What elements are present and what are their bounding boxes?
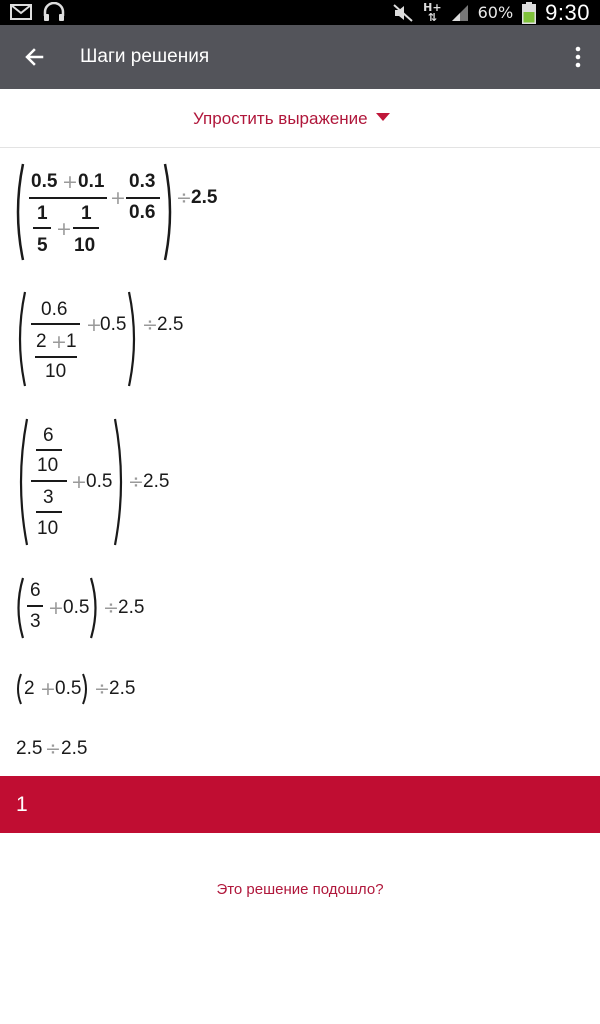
result-value: 1 [16, 793, 28, 816]
page-title: Шаги решения [80, 46, 210, 67]
fraction-bar [33, 227, 51, 229]
term: 0.5 [31, 171, 58, 192]
dropdown-arrow-icon [376, 113, 390, 121]
right-paren [89, 576, 101, 640]
simplify-dropdown[interactable] [193, 109, 390, 129]
term: 2 [36, 331, 47, 352]
left-paren [13, 576, 25, 640]
term: 2.5 [157, 314, 184, 335]
operator: + [71, 471, 87, 493]
fraction-bar [27, 605, 43, 607]
term: 2.5 [109, 678, 136, 699]
term: 3 [30, 611, 41, 632]
step-3 [0, 417, 600, 549]
dropdown-label: Упростить выражение [193, 109, 368, 128]
term: 1 [81, 203, 92, 224]
term: 2.5 [118, 597, 145, 618]
operator: + [51, 331, 67, 353]
term: 2.5 [16, 738, 43, 759]
term: 10 [37, 455, 59, 476]
feedback-link[interactable]: Это решение подошло? [216, 881, 384, 898]
fraction-bar [31, 323, 80, 325]
term: 0.6 [129, 202, 156, 223]
mute-icon [392, 3, 414, 23]
fraction-bar [126, 197, 160, 199]
left-paren [14, 417, 30, 547]
term: 1 [66, 331, 77, 352]
operator: ÷ [103, 597, 119, 619]
term: 0.1 [78, 171, 105, 192]
battery-percent: 60% [477, 3, 514, 22]
term: 10 [37, 518, 59, 539]
operator: ÷ [142, 314, 158, 336]
operator: + [110, 187, 126, 209]
term: 1 [37, 203, 48, 224]
term: 2.5 [143, 471, 170, 492]
signal-icon [451, 4, 469, 22]
left-paren [12, 162, 26, 262]
operator: + [62, 171, 78, 193]
term: 3 [43, 487, 54, 508]
term: 2 [24, 678, 35, 699]
result-bar [0, 776, 600, 833]
operator: ÷ [176, 187, 192, 209]
simplify-dropdown-bar [0, 89, 600, 148]
fraction-bar [36, 511, 62, 513]
operator: + [48, 597, 64, 619]
right-paren [112, 417, 128, 547]
mail-icon [10, 3, 32, 21]
step-4 [0, 576, 600, 642]
term: 0.5 [55, 678, 82, 699]
fraction-bar [73, 227, 99, 229]
more-options-icon[interactable] [574, 45, 582, 69]
operator: + [56, 218, 72, 240]
operator: + [86, 314, 102, 336]
operator: ÷ [45, 738, 61, 760]
term: 2.5 [61, 738, 88, 759]
step-1 [0, 160, 600, 265]
right-paren [126, 290, 140, 388]
right-paren [162, 162, 176, 262]
term: 5 [37, 235, 48, 256]
status-bar [0, 0, 600, 25]
app-bar [0, 25, 600, 89]
operator: + [40, 678, 56, 700]
battery-icon [522, 2, 536, 24]
network-type: H+ ⇅ [423, 0, 442, 24]
term: 0.5 [63, 597, 90, 618]
fraction-bar [31, 480, 67, 482]
step-5 [0, 672, 600, 706]
term: 0.5 [86, 471, 113, 492]
fraction-bar [29, 197, 107, 199]
headphones-icon [42, 2, 66, 22]
operator: ÷ [128, 471, 144, 493]
term: 10 [45, 361, 67, 382]
left-paren [14, 290, 28, 388]
step-6 [0, 736, 600, 762]
right-paren [81, 673, 90, 705]
term: 0.6 [41, 299, 68, 320]
back-arrow-icon[interactable] [20, 43, 50, 71]
clock: 9:30 [545, 0, 590, 25]
term: 0.5 [100, 314, 127, 335]
step-2 [0, 290, 600, 390]
term: 10 [74, 235, 96, 256]
term: 6 [30, 580, 41, 601]
term: 0.3 [129, 171, 156, 192]
operator: ÷ [94, 678, 110, 700]
term: 2.5 [191, 187, 218, 208]
fraction-bar [35, 356, 77, 358]
fraction-bar [36, 449, 62, 451]
term: 6 [43, 425, 54, 446]
left-paren [14, 673, 23, 705]
